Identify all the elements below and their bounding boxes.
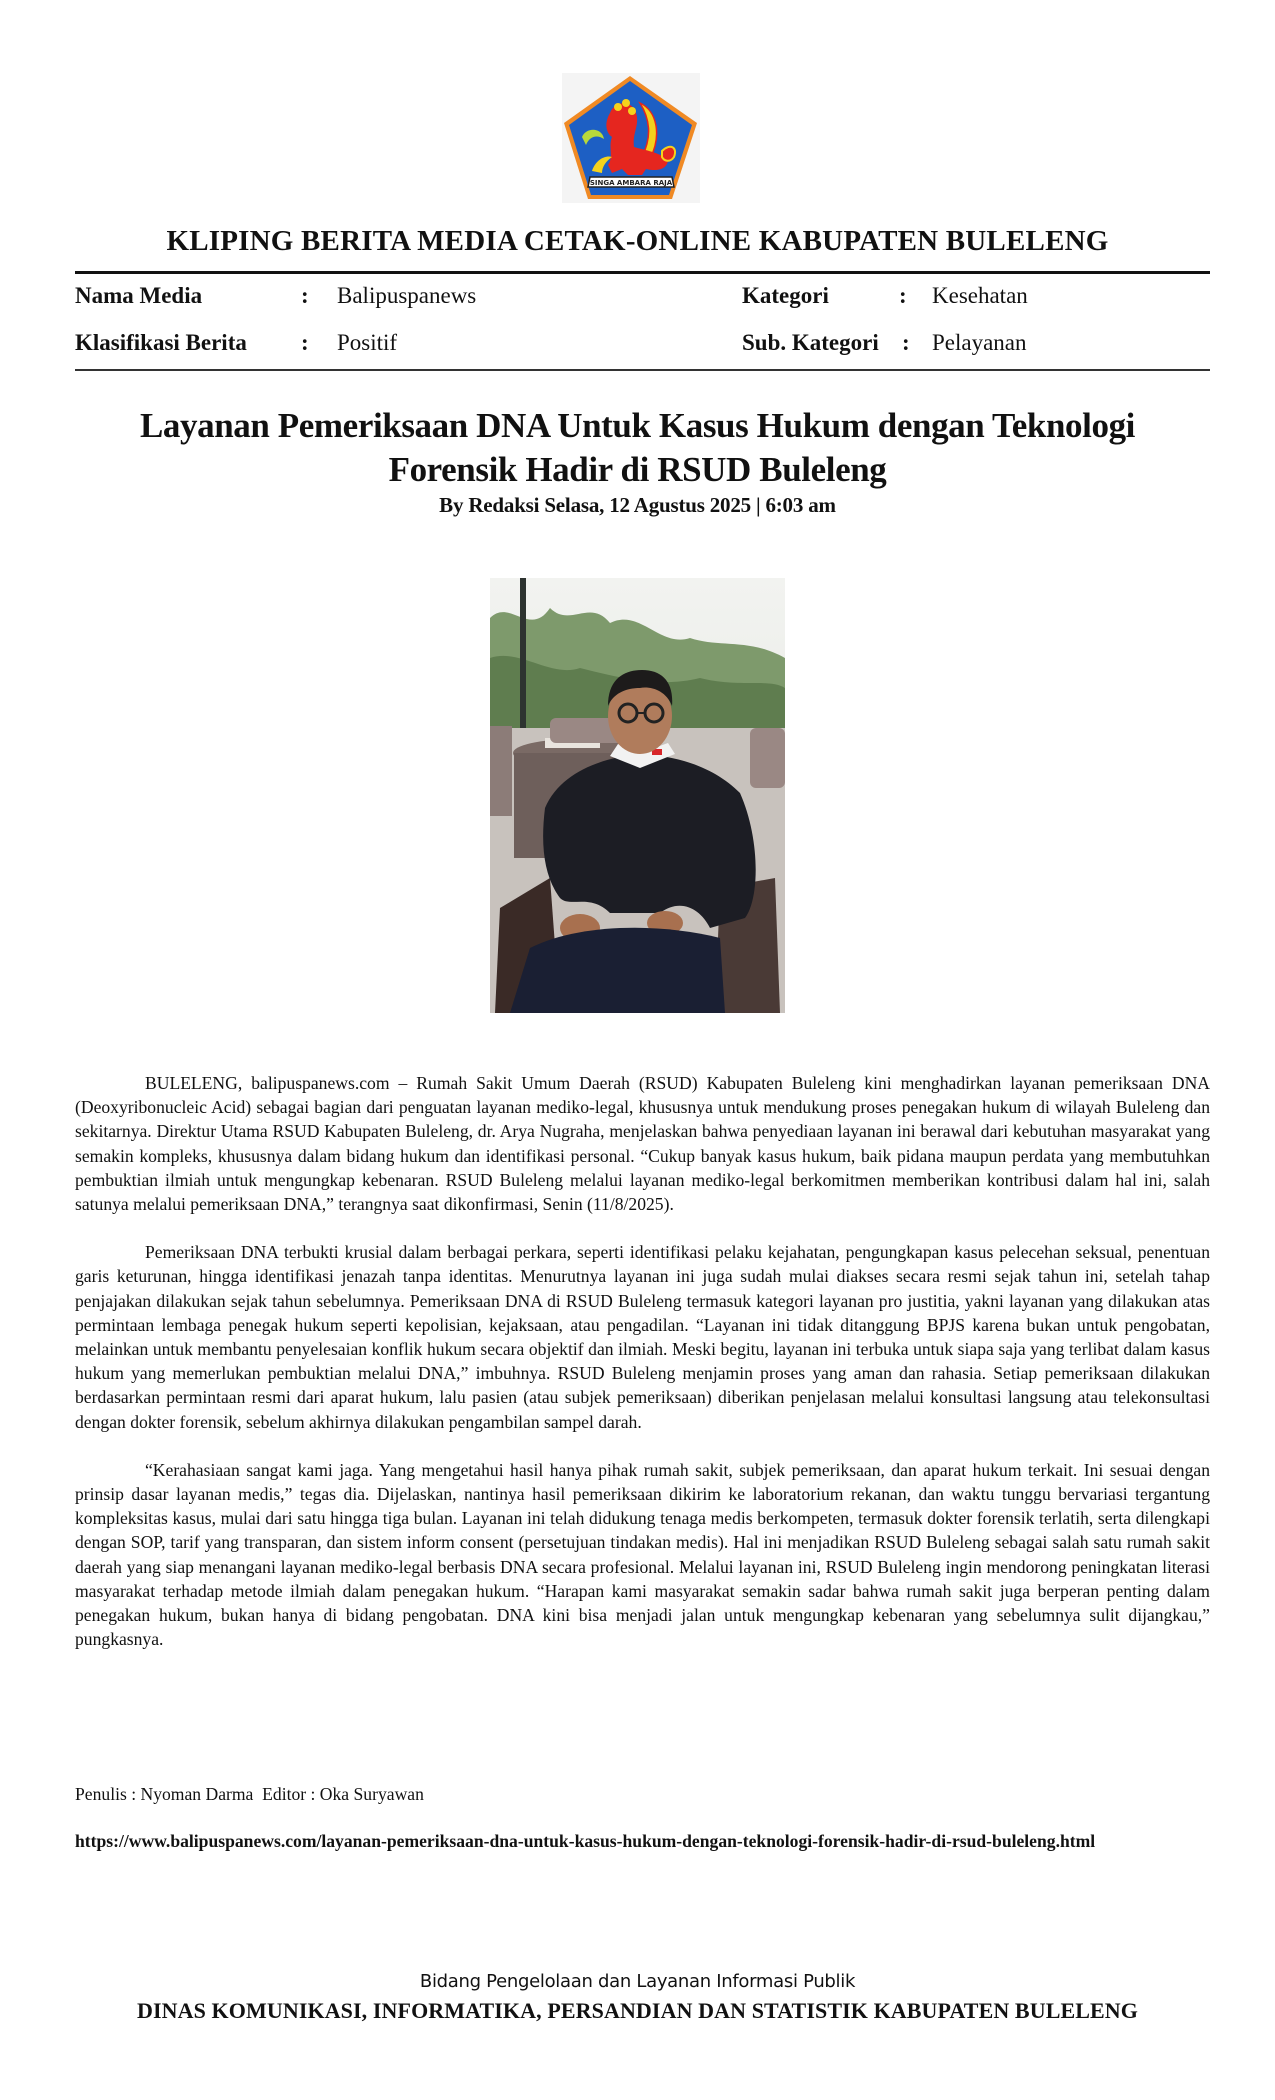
meta-row-sub-kategori [742,328,1212,358]
meta-colon: : [899,283,907,308]
article-paragraph: “Kerahasiaan sangat kami jaga. Yang mengetahui hasil hanya pihak rumah sakit, subjek pemeriksaan, dan aparat hukum terkait. Ini sesuai dengan prinsip dasar layanan medis,” tegas dia. Dijelaskan, nantinya hasil pemeriksaan dikirim ke laboratorium rekanan, dan waktu tunggu bervariasi tergantung kompleksitas kasus, mulai dari satu hingga tiga bulan. Layanan ini telah didukung tenaga medis berkompeten, termasuk dokter forensik terlatih, serta dilengkapi dengan SOP, tarif yang transparan, dan sistem inform consent (persetujuan tindakan medis). Hal ini menjadikan RSUD Buleleng sebagai salah satu rumah sakit daerah yang siap menangani layanan mediko-legal berbasis DNA secara profesional. Melalui layanan ini, RSUD Buleleng ingin mendorong peningkatan literasi masyarakat terhadap metode ilmiah dalam penegakan hukum. “Harapan kami masyarakat semakin sadar bahwa rumah sakit juga berperan penting dalam penegakan hukum, bukan hanya di bidang pengobatan. DNA kini bisa menjadi jalan untuk mengungkap kebenaran yang sebelumnya sulit dijangkau,” pungkasnya. [75,1459,1210,1650]
meta-label: Klasifikasi Berita [75,330,247,355]
meta-value-sub-kategori: Pelayanan [932,330,1027,355]
article-title: Layanan Pemeriksaan DNA Untuk Kasus Hukum dengan Teknologi Forensik Hadir di RSUD Buleleng [139,406,1135,489]
article-paragraph: BULELENG, balipuspanews.com – Rumah Sakit Umum Daerah (RSUD) Kabupaten Buleleng kini menghadirkan layanan pemeriksaan DNA (Deoxyribonucleic Acid) sebagai bagian dari penguatan layanan mediko-legal, khususnya untuk mendukung proses penegakan hukum di wilayah Buleleng dan sekitarnya. Direktur Utama RSUD Kabupaten Buleleng, dr. Arya Nugraha, menjelaskan bahwa penyediaan layanan ini berawal dari kebutuhan masyarakat yang semakin kompleks, khususnya dalam bidang hukum dan identifikasi personal. “Cukup banyak kasus hukum, baik pidana maupun perdata yang membutuhkan pembuktian ilmiah untuk mengungkap kebenaran. RSUD Buleleng melalui layanan mediko-legal berkomitmen memberikan kontribusi dalam hal ini, salah satunya melalui pemeriksaan DNA,” terangnya saat dikonfirmasi, Senin (11/8/2025). [75,1073,1210,1215]
article-byline: By Redaksi Selasa, 12 Agustus 2025 | 6:03 am [439,493,836,517]
article-credits: Penulis : Nyoman Darma Editor : Oka Suryawan [75,1784,424,1804]
meta-row-klasifikasi [75,328,675,358]
footer-department: Bidang Pengelolaan dan Layanan Informasi Publik [419,1971,856,1992]
meta-colon: : [301,330,309,355]
meta-label: Nama Media [75,283,203,308]
article-photo [490,578,785,1013]
meta-label: Sub. Kategori [742,330,879,355]
source-url-link[interactable]: https://www.balipuspanews.com/layanan-pemeriksaan-dna-untuk-kasus-hukum-dengan-teknologi-forensik-hadir-di-rsud-buleleng.html [75,1831,1096,1851]
kabupaten-buleleng-crest-icon [562,73,700,203]
header-divider-bottom [75,369,1210,371]
meta-colon: : [301,283,309,308]
meta-value-klasifikasi: Positif [337,330,398,355]
meta-colon: : [902,330,910,355]
meta-label: Kategori [742,283,829,308]
header-divider-top [75,271,1210,274]
meta-row-nama-media [75,281,675,311]
meta-row-kategori [742,281,1212,311]
article-body [75,1071,1210,1675]
crest-motto: SINGA AMBARA RAJA [589,179,673,187]
meta-value-nama-media: Balipuspanews [337,283,477,308]
document-title: KLIPING BERITA MEDIA CETAK-ONLINE KABUPATEN BULELENG [166,225,1109,257]
footer-agency: DINAS KOMUNIKASI, INFORMATIKA, PERSANDIAN DAN STATISTIK KABUPATEN BULELENG [137,1998,1138,2023]
article-paragraph: Pemeriksaan DNA terbukti krusial dalam berbagai perkara, seperti identifikasi pelaku kejahatan, pengungkapan kasus pelecehan seksual, penentuan garis keturunan, hingga identifikasi jenazah tanpa identitas. Menurutnya layanan ini juga sudah mulai diakses secara resmi sejak tahun ini, setelah tahap penjajakan dilakukan sejak tahun sebelumnya. Pemeriksaan DNA di RSUD Buleleng termasuk kategori layanan pro justitia, yakni layanan yang dilakukan atas permintaan lembaga penegak hukum seperti kepolisian, kejaksaan, atau pengadilan. “Layanan ini tidak ditanggung BPJS karena bukan untuk pengobatan, melainkan untuk membantu penyelesaian konflik hukum secara objektif dan ilmiah. Meski begitu, layanan ini terbuka untuk siapa saja yang terlibat dalam kasus hukum yang memerlukan pembuktian melalui DNA,” imbuhnya. RSUD Buleleng menjamin proses yang aman dan rahasia. Setiap pemeriksaan dilakukan berdasarkan permintaan resmi dari aparat hukum, lalu pasien (atau subjek pemeriksaan) diberikan penjelasan melalui konsultasi langsung atau telekonsultasi dengan dokter forensik, sebelum akhirnya dilakukan pengambilan sampel darah. [75,1242,1210,1432]
meta-value-kategori: Kesehatan [932,283,1028,308]
